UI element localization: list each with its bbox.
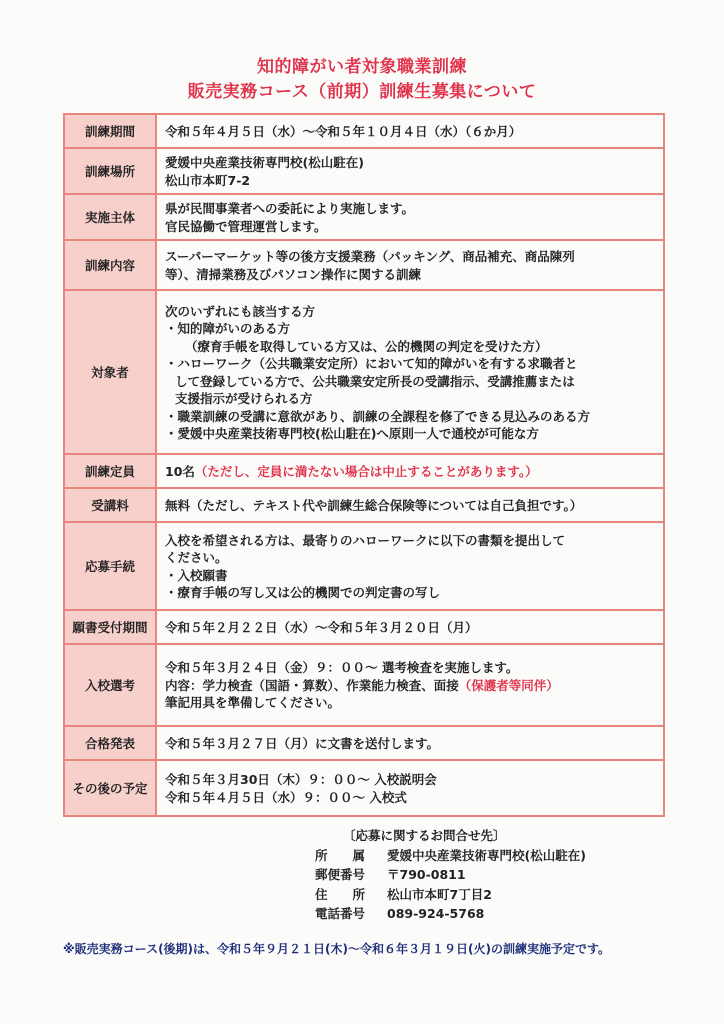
- row-label: 訓練場所: [65, 149, 157, 193]
- row-text: ・ハローワーク（公共職業安定所）において知的障がいを有する求職者と: [165, 356, 578, 371]
- table-row: [65, 611, 663, 645]
- row-label: 対象者: [65, 291, 157, 453]
- row-text: 筆記用具を準備してください。: [165, 695, 341, 711]
- row-content: [157, 645, 663, 725]
- row-label: 受講料: [65, 489, 157, 521]
- row-text: 令和５年４月５日（水）～令和５年１０月４日（水）（６か月）: [165, 123, 522, 139]
- contact-value: 〒790-0811: [387, 867, 466, 882]
- row-text: ・職業訓練の受講に意欲があり、訓練の全課程を修了できる見込みのある方: [165, 408, 591, 424]
- row-content: [157, 489, 663, 521]
- row-text-wrap: [165, 463, 655, 481]
- row-content: [157, 241, 663, 289]
- contact-heading: 〔応募に関するお問合せ先〕: [343, 828, 506, 843]
- row-text: （療育手帳を取得している方又は、公的機関の判定を受けた方）: [185, 338, 548, 354]
- row-content: [157, 455, 663, 487]
- row-text: 無料（ただし、テキスト代や訓練生総合保険等については自己負担です。）: [165, 497, 583, 513]
- table-row: [65, 195, 663, 241]
- row-text: ・入校願書: [165, 567, 228, 583]
- info-table: [63, 113, 665, 817]
- contact-block: [315, 826, 586, 924]
- row-label: 訓練定員: [65, 455, 157, 487]
- contact-key: 郵便番号: [315, 867, 366, 882]
- row-text: 官民協働で管理運営します。: [165, 218, 327, 234]
- row-label: 願書受付期間: [65, 611, 157, 643]
- row-content: [157, 727, 663, 759]
- row-text: 令和５年２月２２日（水）～令和５年３月２０日（月）: [165, 619, 478, 635]
- row-label: 応募手続: [65, 523, 157, 609]
- table-row: [65, 645, 663, 727]
- row-label: 訓練期間: [65, 115, 157, 147]
- contact-value: 愛媛中央産業技術専門校(松山駐在): [387, 847, 586, 863]
- contact-row: [315, 865, 586, 885]
- row-content: [157, 761, 663, 815]
- contact-key: 電話番号: [315, 906, 366, 921]
- row-text: 松山市本町7-2: [165, 172, 251, 188]
- row-label: 訓練内容: [65, 241, 157, 289]
- table-row: [65, 241, 663, 291]
- row-text: 10名: [165, 463, 195, 479]
- row-content: [157, 291, 663, 453]
- row-text: 内容：学力検査（国語・算数）、作業能力検査、面接: [165, 677, 459, 693]
- row-label: その後の予定: [65, 761, 157, 815]
- row-content: [157, 195, 663, 239]
- contact-value: 089-924-5768: [387, 906, 485, 921]
- row-label: 合格発表: [65, 727, 157, 759]
- red-note: （保護者等同伴）: [458, 677, 559, 693]
- row-content: [157, 115, 663, 147]
- contact-row: [315, 904, 586, 924]
- row-text: 愛媛中央産業技術専門校(松山駐在): [165, 155, 364, 170]
- title-line-2: 販売実務コース（前期）訓練生募集について: [187, 82, 537, 102]
- row-text: して登録している方で、公共職業安定所長の受講指示、受講推薦または: [175, 373, 575, 389]
- row-text: 支援指示が受けられる方: [175, 391, 313, 406]
- row-label: 実施主体: [65, 195, 157, 239]
- contact-value: 松山市本町7丁目2: [387, 886, 492, 902]
- row-text: ・知的障がいのある方: [165, 321, 291, 336]
- row-text: 等）、清掃業務及びパソコン操作に関する訓練: [165, 266, 422, 282]
- row-text: 県が民間事業者への委託により実施します。: [165, 201, 415, 216]
- row-text: 入校を希望される方は、最寄りのハローワークに以下の書類を提出して: [165, 532, 566, 548]
- row-text: ・愛媛中央産業技術専門校(松山駐在)へ原則一人で通校が可能な方: [165, 426, 539, 441]
- row-label: 入校選考: [65, 645, 157, 725]
- red-note: （ただし、定員に満たない場合は中止することがあります。）: [194, 463, 538, 479]
- footnote: ※販売実務コース(後期)は、令和５年９月２１日(木)～令和６年３月１９日(火)の訓練実施予定です。: [63, 942, 611, 956]
- table-row: [65, 115, 663, 149]
- row-text: 令和５年３月30日（木）９：００～ 入校説明会: [165, 772, 437, 787]
- contact-key: 住 所: [315, 886, 366, 902]
- contact-key: 所 属: [315, 847, 366, 863]
- row-content: [157, 149, 663, 193]
- row-content: [157, 611, 663, 643]
- table-row: [65, 149, 663, 195]
- table-row: [65, 727, 663, 761]
- contact-row: [315, 846, 586, 866]
- table-row: [65, 489, 663, 523]
- table-row: [65, 291, 663, 455]
- table-row: [65, 455, 663, 489]
- row-text: ・療育手帳の写し又は公的機関での判定書の写し: [165, 585, 441, 600]
- table-row: [65, 523, 663, 611]
- row-content: [157, 523, 663, 609]
- row-text: スーパーマーケット等の後方支援業務（パッキング、商品補充、商品陳列: [165, 249, 575, 264]
- row-text: 令和５年３月２４日（金）９：００～ 選考検査を実施します。: [165, 660, 519, 676]
- table-row: [65, 761, 663, 815]
- row-text: 次のいずれにも該当する方: [165, 303, 316, 319]
- row-text: ください。: [165, 550, 228, 565]
- row-text-wrap: [165, 677, 655, 695]
- row-text: 令和５年４月５日（水）９：００～ 入校式: [165, 789, 407, 805]
- contact-row: [315, 885, 586, 905]
- row-text: 令和５年３月２７日（月）に文書を送付します。: [165, 735, 440, 751]
- title-line-1: 知的障がい者対象職業訓練: [257, 57, 467, 77]
